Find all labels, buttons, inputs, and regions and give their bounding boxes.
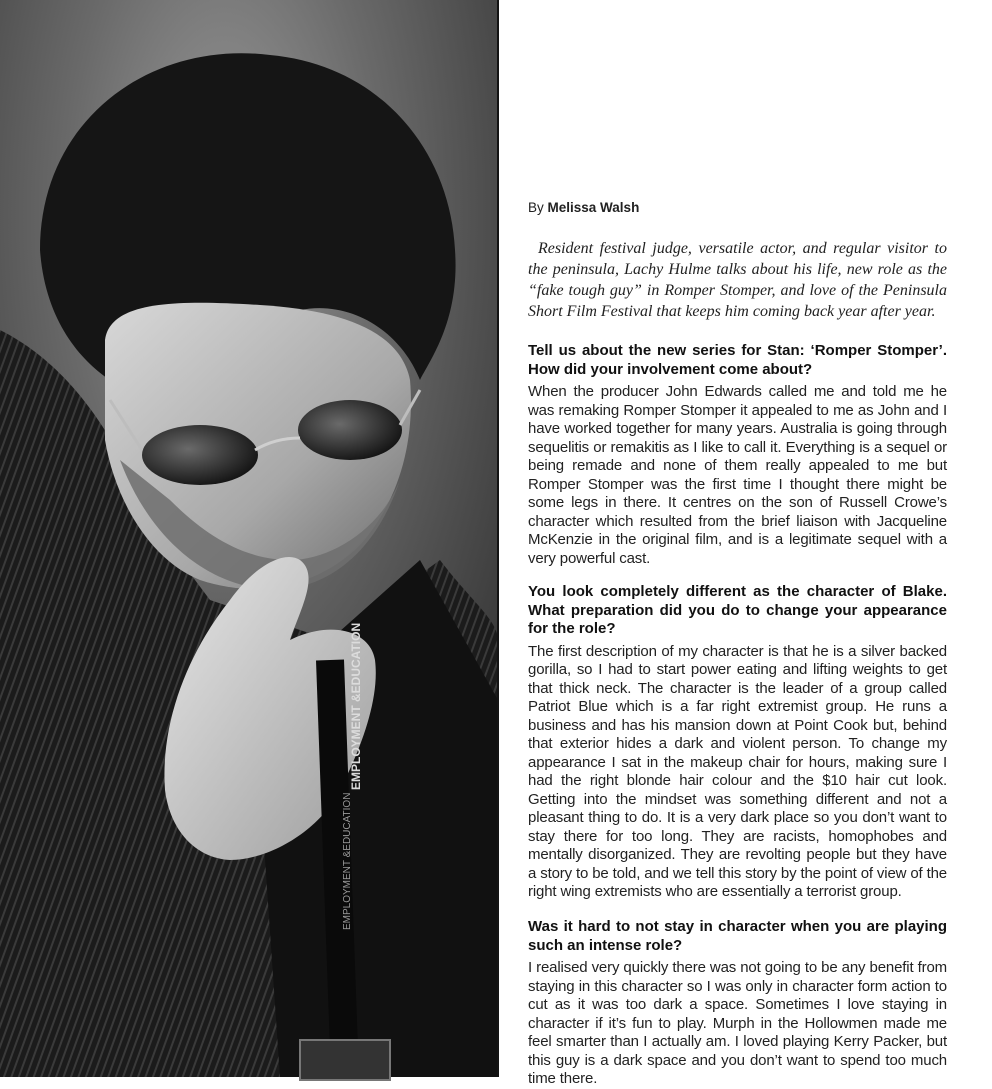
answer-1: When the producer John Edwards called me and told me he was remaking Romper Stomper it appealed to me as John and I have worked together for many years. Australia is going through sequelitis or remakitis as I like to call it. Everything is a sequel or being remade and none of them really appealed to me but Romper Stomper was the first time I thought there might be some legs in there. It centres on the son of Russell Crowe’s character which resulted from the brief liaison with Jacqueline McKenzie in the original film, and is a legitimate sequel with a very powerful cast. — [528, 383, 947, 567]
question-3: Was it hard to not stay in character when you are playing such an intense role? — [528, 918, 947, 954]
intro-paragraph: Resident festival judge, versatile actor, and regular visitor to the peninsula, Lachy Hulme talks about his life, new role as the “fake tough guy” in Romper Stomper, and love of the Peninsula Short Film Festival that keeps him coming back year after year. — [528, 240, 947, 320]
svg-text:EMPLOYMENT &EDUCATION: EMPLOYMENT &EDUCATION — [342, 792, 353, 930]
qa-block-1 — [528, 342, 947, 568]
byline — [528, 200, 639, 216]
qa-block-2 — [528, 583, 947, 902]
qa-block-3 — [528, 918, 947, 1089]
lanyard-text: EMPLOYMENT &EDUCATION — [349, 622, 363, 790]
question-1: Tell us about the new series for Stan: ‘Romper Stomper’. How did your involvement come about? — [528, 342, 947, 378]
article-column — [528, 0, 947, 1087]
answer-2: The first description of my character is that he is a silver backed gorilla, so I had to start power eating and lifting weights to get that thick neck. The character is the leader of a group called Patriot Blue which is a far right extremist group. He runs a business and has his mansion down at Point Cook but, behind that exterior hides a dark and violent person. To change my appearance I sat in the makeup chair for hours, making sure I had the right blonde hair colour and the $10 hair cut look. Getting into the mindset was something different and not a pleasant thing to do. It is a very dark place so you don’t want to stay there for too long. They are racists, homophobes and mentally disorganized. They are revolting people but they have a story to be told, and we tell this story by the point of view of the right wing extremists who are essentially a terrorist group. — [528, 642, 947, 900]
author-name: Melissa Walsh — [547, 200, 640, 215]
answer-3: I realised very quickly there was not going to be any benefit from staying in this character so I was only in character form action to cut as it was too dark a space. Sometimes I love staying in character if it’s fun to play. Murph in the Hollowmen made me feel smarter than I actually am. I loved playing Kerry Packer, but this guy is a dark space and you don’t want to spend too much time there. — [528, 959, 947, 1087]
portrait-photo — [0, 0, 498, 1077]
byline-prefix: By — [528, 200, 544, 215]
question-2: You look completely different as the character of Blake. What preparation did you do to change your appearance for the role? — [528, 583, 947, 637]
column-divider — [497, 0, 499, 1077]
